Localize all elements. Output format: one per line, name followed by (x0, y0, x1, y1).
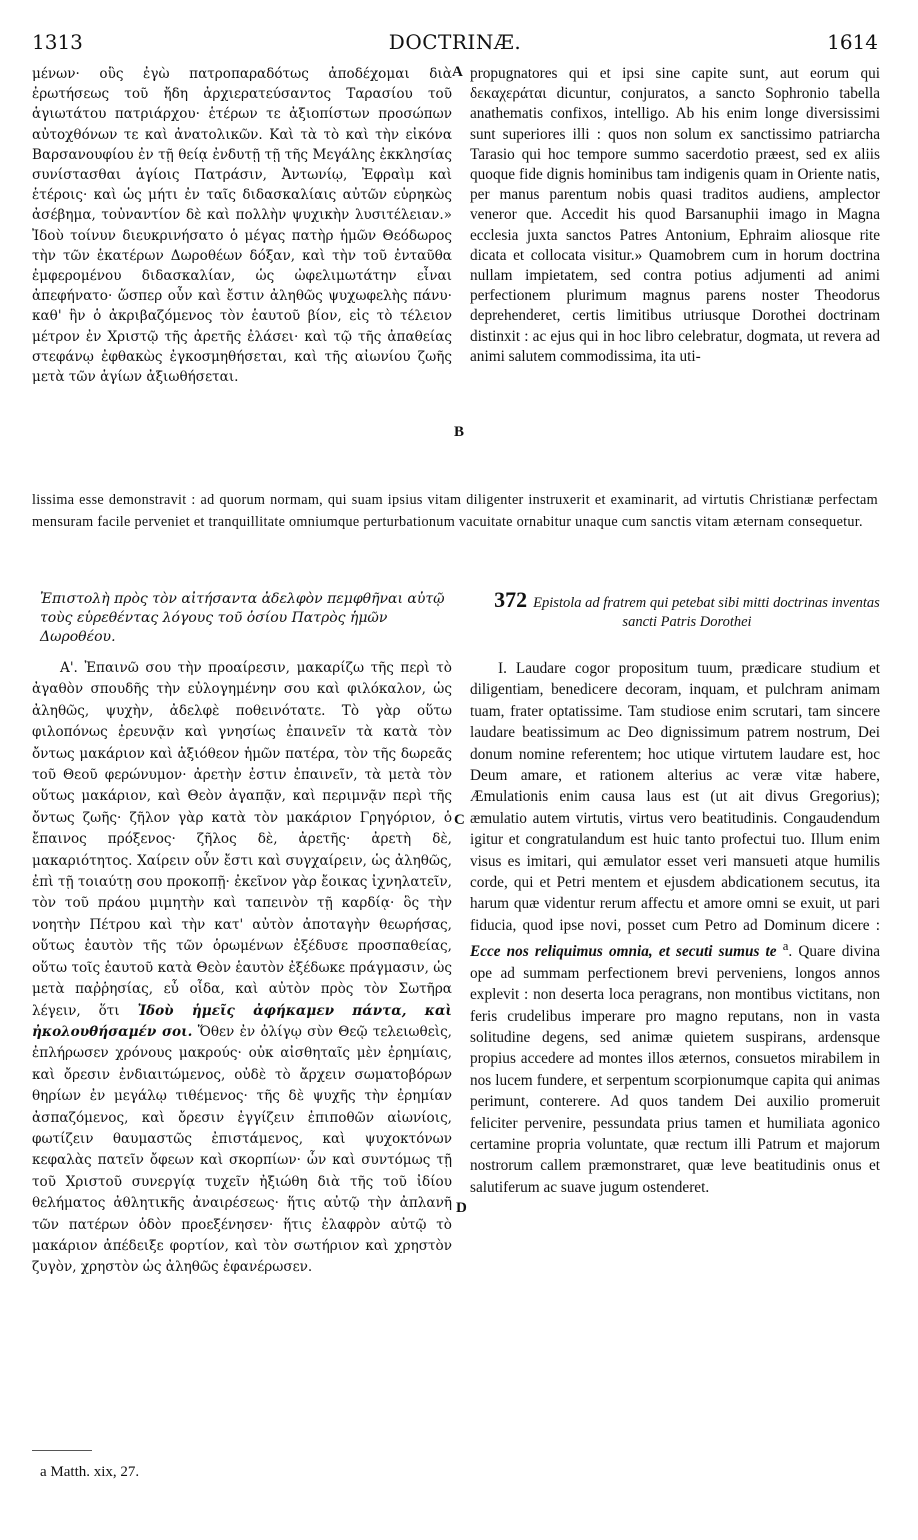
running-title: DOCTRINÆ. (388, 30, 522, 54)
margin-marker-d: D (456, 1200, 467, 1216)
greek-scripture-quote: Ἰδοὺ ἡμεῖς ἀφήκαμεν πάντα, καὶ ἠκολουθήσαμέν σοι. (32, 1002, 452, 1040)
page-header (32, 30, 878, 56)
greek-section-number: Α'. (60, 660, 78, 676)
latin-letter-text-2: . Quare divina ope ad summam perfectionem brevi perveniens, longos annos explevit : non deserta loca peragrans, non montibus victitans, non feris crudelibus imperare pro magno reputans, non in vasta solitudine degens, sed animæ quietem suspirans, ardensque propius accedere ad montes illos æternos, consuetos mirabilem in nos lucem fundere, et serpentum scorpionumque capita qui animas perimunt, conterere. Ad quos tandem Dei auxilio promeruit feliciter pervenire, pessundata prius tamen et humiliata agonico certamine propria voluntate, quæ rectum illi Patrum et majorum nostrorum callem præmonstraret, quæ leve beatitudinis onus et salutiferum ac suave jugum ostenderet. (470, 943, 881, 1196)
latin-letter-body (470, 658, 880, 1198)
top-greek-column (32, 64, 452, 387)
margin-marker-c: C (454, 812, 465, 828)
footnote-ref: a (782, 939, 789, 954)
margin-marker-a: A (452, 64, 463, 80)
margin-marker-b: B (454, 424, 465, 440)
footnote-rule (32, 1450, 92, 1451)
latin-scripture-quote: Ecce nos reliquimus omnia, et secuti sumus te (470, 943, 777, 961)
top-greek-text: μένων· οὓς ἐγὼ πατροπαραδότως ἀποδέχομαι διὰ ἐρωτήσεως τοῦ ἤδη ἀρχιερατεύσαντος Ταρασίου τοῦ ἁγιωτάτου πατριάρχου· ἑτέρων τε ἀξιοπίστων προσώπων αὐτοχθόνων τε καὶ ἀνατολικῶν. Καὶ τὰ τὸ καὶ τὴν εἰκόνα Βαρσανουφίου ἐν τῇ θείᾳ ἐνδυτῇ τῇ τῆς Μεγάλης ἐκκλησίας συνίστασθαι ἁγίοις Πατράσιν, Ἀντωνίῳ, Ἐφραὶμ καὶ ἑτέροις· καὶ ὡς μήτι ἐν ταῖς διδασκαλίαις αὐτῶν εὑρηκὼς ἀσέβημα, τοὐναντίον δὲ καὶ πολλὴν ψυχικὴν λυσιτέλειαν.» Ἰδοὺ τοίνυν διευκρινήσατο ὁ μέγας πατὴρ ἡμῶν Θεόδωρος τὴν τῶν ἑκατέρων Δωροθέων δόξαν, καὶ τὴν τοῦ ἐνταῦθα ἐμφερομένου διδασκαλίαν, ὡς ὠφελιμωτάτην εἶναι ἀπεφήνατο· ὥσπερ οὖν καὶ ἔστιν ἀληθῶς ψυχωφελὴς πάνυ· καθ' ἣν ὁ ἀκριβαζόμενος τὸν ἑαυτοῦ βίον, εἰς τὸ τέλειον μέτρον ἐν Χριστῷ τῆς ἀρετῆς ἐλάσει· καὶ τῷ τῆς ἀπαθείας στεφάνῳ ἐφθακὼς ἐγκοσμηθήσεται, καὶ τῆς αἰωνίου ζωῆς μετὰ τῶν ἁγίων ἀξιωθήσεται. (32, 66, 452, 386)
page-number-left: 1313 (32, 30, 83, 54)
latin-letter-column (470, 658, 880, 1198)
letter-number: 372 (494, 587, 528, 612)
full-width-text: lissima esse demonstravit : ad quorum normam, qui suam ipsius vitam diligenter instruxerit et examinarit, ad virtutis Christianæ perfectam mensuram facile perveniet et tranquillitate omniumque perturbationum vacuitate ornabitur unaque cum sanctis vitam æternam consequetur. (32, 492, 878, 530)
top-latin-column (470, 64, 880, 367)
latin-title-text: Epistola ad fratrem qui petebat sibi mitti doctrinas inventas sancti Patris Dorothei (533, 595, 880, 630)
latin-letter-title (492, 587, 882, 632)
greek-letter-title: Ἐπιστολὴ πρὸς τὸν αἰτήσαντα ἀδελφὸν πεμφθῆναι αὐτῷ τοὺς εὑρεθέντας λόγους τοῦ ὁσίου Πατρὸς ἡμῶν Δωροθέου. (40, 591, 445, 645)
top-latin-text: propugnatores qui et ipsi sine capite sunt, aut eorum qui δεκαχεράται dicuntur, conjuratos, a sancto Sophronio tabella anathematis confixos, intelligo. Ab his enim longe diversissimi sunt superiores illi : quos non solum ex sanctissimo patriarcha Tarasio qui hoc tempore summo sacerdotio præest, sed ex aliis quoque fide dignis hominibus tam indigenis quam in Oriente natis, per manus parentum nobis quasi traditos audiens, amplector veneror que. Accedit his quod Barsanuphii imago in Magna ecclesia juxta sanctos Patres Antonium, Ephraim aliosque rite dicata et collocata visitur.» Quamobrem cum in horum doctrina nullam impietatem, sed contra potius adjumenti ad animi perfectionem plurimum magnus parens noster Theodorus deprehenderet, certis limitibus utriusque Dorothei doctrinam distinxit : ac ejus qui in hoc libro celebratur, dogmata, ut revera ad animi salutem commodissima, ita uti- (470, 65, 880, 365)
latin-letter-text-1: I. Laudare cogor propositum tuum, prædicare studium et diligentiam, benedicere decoram, inquam, et pulchram animam tuam, frater optatissime. Tam studiose enim scrutari, tam sincere laudare beatissimum ac Deo dignissimum patrem nostrum, Dei donum nomine referentem; hoc utique virtutem laudare est, hoc Deum amare, et rationem alterius ac veræ vitæ habere, Æmulationis enim causa laus est (ut ait divus Gregorius); æmulatio autem virtutis, virtus vero beatitudinis. Congaudendum igitur et congratulandum est huic tanto profectui tuo. Illum enim visus es imitari, qui æmulator esset veri mansueti atque humilis corde, qui et Petri mentem et ejusdem abdicationem secutus, ita harum quæ videntur rerum affectu et amore omni se exuit, ut pari fiducia, quod ipse novi, posset cum Petro ad Dominum dicere : (470, 660, 880, 934)
greek-letter-text-1: Ἐπαινῶ σου τὴν προαίρεσιν, μακαρίζω τῆς περὶ τὸ ἀγαθὸν σπουδῆς τὴν εὐλογημένην σου καὶ φιλόκαλον, ὡς ἀληθῶς, ψυχὴν, ἀδελφὲ ποθεινότατε. Τὸ γὰρ οὕτω φιλοπόνως ἐρευνᾷν καὶ γνησίως ἐπαινεῖν τὰ κατὰ τὸν ὄντως μακάριον καὶ ἀξιόθεον ἡμῶν πατέρα, τὸν τῆς δωρεᾶς τοῦ Θεοῦ φερώνυμον· ἀρετὴν ἐστιν ἐπαινεῖν, τὰ μετὰ τὸν οὕτως μακάριον, καὶ Θεὸν ἀγαπᾷν, καὶ περιμνᾷν περὶ τῆς ὄντως ζωῆς· ζῆλον γὰρ κατὰ τὸν μακάριον Γρηγόριον, ὁ ἔπαινος πρόξενος· ζῆλος δὲ, ἀρετῆς· ἀρετὴ δὲ, μακαριότητος. Χαίρειν οὖν ἔστι καὶ συγχαίρειν, ὡς ἀληθῶς, ἐπὶ τῇ τοιαύτῃ σου προκοπῇ· ἐκεῖνον γὰρ ἔοικας ἰχνηλατεῖν, τὸν τοῦ πράου μιμητὴν καὶ ταπεινὸν τῇ καρδίᾳ· ὃς τὴν νοητὴν Πέτρου καὶ τὴν κατ' αὐτὸν ἀποταγὴν θεωρήσας, οὕτως ἑαυτὸν τῆς τῶν ὁρωμένων ἐξέδυσε προσπαθείας, οὕτω τοῖς ἑαυτοῦ κατὰ Θεὸν ἑαυτὸν ἐξέδωκε πράγμασιν, ὡς μετὰ παῤῥησίας, εὖ οἶδα, καὶ αὐτὸν πρὸς τὸν Σωτῆρα λέγειν, ὅτι (32, 660, 452, 1019)
full-width-latin (32, 490, 878, 533)
greek-letter-column (32, 658, 452, 1279)
footnote: a Matth. xix, 27. (40, 1464, 140, 1480)
greek-letter-text-2: Ὅθεν ἐν ὀλίγῳ σὺν Θεῷ τελειωθεὶς, ἐπλήρωσεν χρόνους μακρούς· οὐκ αἰσθηταῖς μὲν ἐρημίαις, καὶ ὄρεσιν ἐνδιαιτώμενος, οὐδὲ τὸ ἄρχειν σωματοβόρων θηρίων ἐν μεγάλῳ τιθέμενος· τῆς δὲ ψυχῆς τὴν ἐρημίαν ἀσπαζόμενος, καὶ ὄρεσιν ἐγγίζειν ἐπιποθῶν αἰωνίοις, φωτίζειν θαυμαστῶς ἐπιστάμενος, καὶ ψυχοκτόνων κεφαλὰς πατεῖν ὄφεων καὶ σκορπίων· ὧν καὶ συντόμως τῇ τοῦ Χριστοῦ συνεργίᾳ τυχεῖν ἠξιώθη διὰ τῆς τοῦ ἰδίου θελήματος ἀθλητικῆς ἀναιρέσεως· ἥτις αὐτῷ τὴν ἀπλανῆ τῶν πατέρων ὁδὸν προεξένησεν· ἥτις ἐλαφρὸν αὐτῷ τὸ μακάριον ἀπέδειξε φορτίον, καὶ τὸν σωτήριον καὶ χρηστὸν ζυγὸν, χρηστὸν ὡς ἀληθῶς ἐφανέρωσεν. (32, 1023, 452, 1276)
greek-letter-body (32, 658, 452, 1279)
page-number-right: 1614 (827, 30, 878, 54)
